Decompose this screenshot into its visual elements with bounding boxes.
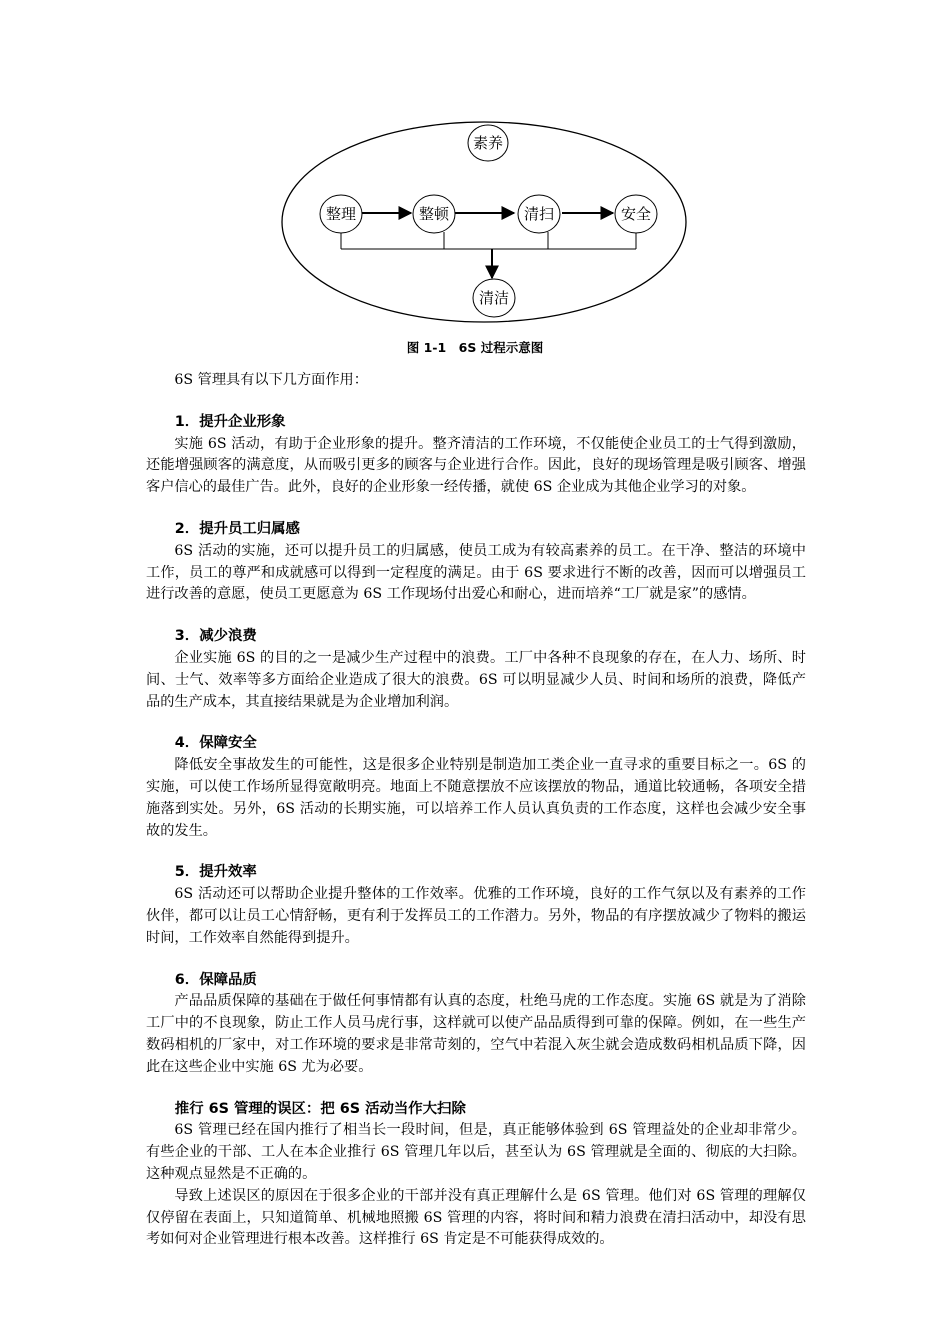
- section-heading: 4．保障安全: [174, 735, 257, 752]
- node-zhengli: [320, 195, 362, 233]
- node-zhengli-label: 整理: [325, 205, 357, 223]
- node-zhengdun-label: 整顿: [418, 205, 450, 223]
- node-anquan: [615, 195, 657, 233]
- section-paragraph: 企业实施 6S 的目的之一是减少生产过程中的浪费。工厂中各种不良现象的存在，在人力、场所、时间、士气、效率等多方面给企业造成了很大的浪费。6S 可以明显减少人员、时间和场所的浪费，降低产品的生产成本，其直接结果就是为企业增加利润。: [146, 649, 806, 710]
- section-6: [146, 970, 806, 1079]
- node-suyang: [468, 125, 508, 161]
- section-heading: 推行 6S 管理的误区：把 6S 活动当作大扫除: [174, 1100, 466, 1117]
- section-paragraph: 导致上述误区的原因在于很多企业的干部并没有真正理解什么是 6S 管理。他们对 6S 管理的理解仅仅停留在表面上，只知道简单、机械地照搬 6S 管理的内容，将时间和精力浪费在清扫活动中，却没有思考如何对企业管理进行根本改善。这样推行 6S 肯定是不可能获得成效的。: [146, 1187, 806, 1248]
- node-zhengdun: [413, 195, 455, 233]
- section-paragraph: 6S 活动还可以帮助企业提升整体的工作效率。优雅的工作环境，良好的工作气氛以及有素养的工作伙伴，都可以让员工心情舒畅，更有利于发挥员工的工作潜力。另外，物品的有序摆放减少了物料的搬运时间，工作效率自然能得到提升。: [146, 886, 806, 946]
- section-paragraph: 6S 管理已经在国内推行了相当长一段时间，但是，真正能够体验到 6S 管理益处的企业却非常少。有些企业的干部、工人在本企业推行 6S 管理几年以后，甚至认为 6S 管理就是全面的、彻底的大扫除。这种观点显然是不正确的。: [146, 1122, 806, 1182]
- node-qingsao-label: 清扫: [523, 205, 555, 223]
- node-anquan-label: 安全: [620, 205, 652, 223]
- section-4: [146, 733, 806, 842]
- section-2: [146, 519, 806, 606]
- section-paragraph: 6S 活动的实施，还可以提升员工的归属感，使员工成为有较高素养的员工。在干净、整洁的环境中工作，员工的尊严和成就感可以得到一定程度的满足。由于 6S 要求进行不断的改善，因而可以增强员工进行改善的意愿，使员工更愿意为 6S 工作现场付出爱心和耐心，进而培养“工厂就是家”的感情。: [146, 542, 806, 603]
- section-heading: 5．提升效率: [174, 864, 257, 881]
- section-1: [146, 412, 806, 499]
- section-heading: 3．减少浪费: [174, 628, 257, 645]
- section-heading: 1．提升企业形象: [174, 413, 286, 430]
- section-paragraph: 产品品质保障的基础在于做任何事情都有认真的态度，杜绝马虎的工作态度。实施 6S 就是为了消除工厂中的不良现象，防止工作人员马虎行事，这样就可以使产品品质得到可靠的保障。例如，在一些生产数码相机的厂家中，对工作环境的要求是非常苛刻的，空气中若混入灰尘就会造成数码相机品质下降，因此在这些企业中实施 6S 尤为必要。: [146, 993, 806, 1075]
- section-3: [146, 626, 806, 713]
- section-5: [146, 862, 806, 949]
- intro-paragraph: 6S 管理具有以下几方面作用：: [174, 372, 368, 388]
- section-paragraph: 实施 6S 活动，有助于企业形象的提升。整齐清洁的工作环境，不仅能使企业员工的士气得到激励，还能增强顾客的满意度，从而吸引更多的顾客与企业进行合作。因此，良好的现场管理是吸引顾客、增强客户信心的最佳广告。此外，良好的企业形象一经传播，就使 6S 企业成为其他企业学习的对象。: [146, 435, 806, 496]
- node-suyang-label: 素养: [472, 134, 504, 152]
- body-text: [146, 370, 806, 1251]
- section-heading: 6．保障品质: [174, 971, 257, 988]
- node-qingjie-label: 清洁: [478, 289, 510, 307]
- node-qingsao: [518, 195, 560, 233]
- node-qingjie: [473, 279, 515, 317]
- section-heading: 2．提升员工归属感: [174, 520, 300, 537]
- 6s-process-diagram: [270, 120, 690, 330]
- section-paragraph: 降低安全事故发生的可能性，这是很多企业特别是制造加工类企业一直寻求的重要目标之一。6S 的实施，可以使工作场所显得宽敞明亮。地面上不随意摆放不应该摆放的物品，通道比较通畅，各项安全措施落到实处。另外，6S 活动的长期实施，可以培养工作人员认真负责的工作态度，这样也会减少安全事故的发生。: [146, 757, 806, 839]
- figure-caption: 图 1-1 6S 过程示意图: [406, 340, 544, 355]
- section-misconception: [146, 1099, 806, 1252]
